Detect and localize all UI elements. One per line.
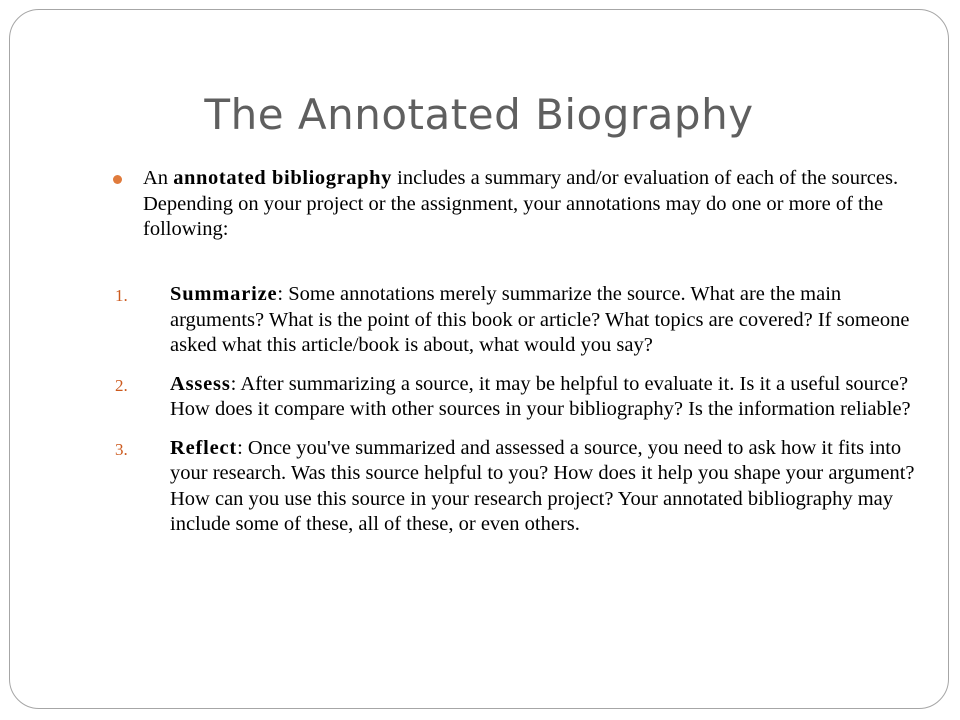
item-text: : Some annotations merely summarize the source. What are the main arguments? What is the point of this book or article? What topics are covered? If someone asked what this article/book is about, what would you say? [170,283,910,356]
item-term: Reflect [170,436,238,459]
intro-bold-term: annotated bibliography [173,167,393,189]
list-item-summarize [110,282,920,359]
bullet-dot-icon [113,175,122,184]
intro-bullet [110,166,920,243]
slide-title: The Annotated Biography [204,90,754,139]
list-item-assess [110,372,920,423]
item-term: Summarize [170,283,278,305]
list-number: 3. [115,439,128,459]
list-number: 1. [115,286,128,305]
numbered-list [110,282,920,551]
item-text: : After summarizing a source, it may be helpful to evaluate it. Is it a useful source? How does it compare with other sources in your bibliography? Is the information reliable? [170,372,911,420]
intro-rest: includes a summary and/or evaluation of each of the sources. Depending on your project or the assignment, your annotations may do one or more of the following: [143,167,899,240]
intro-prefix: An [143,167,174,189]
item-text: : Once you've summarized and assessed a source, you need to ask how it fits into your research. Was this source helpful to you? How does it help you shape your argument? How can you use this source in your research project? Your annotated bibliography may include some of these, all of these, or even others. [170,436,915,535]
item-term: Assess [170,372,231,395]
slide-content [110,166,920,535]
list-number: 2. [115,375,128,395]
slide-frame [9,9,949,709]
list-item-reflect [110,436,920,538]
